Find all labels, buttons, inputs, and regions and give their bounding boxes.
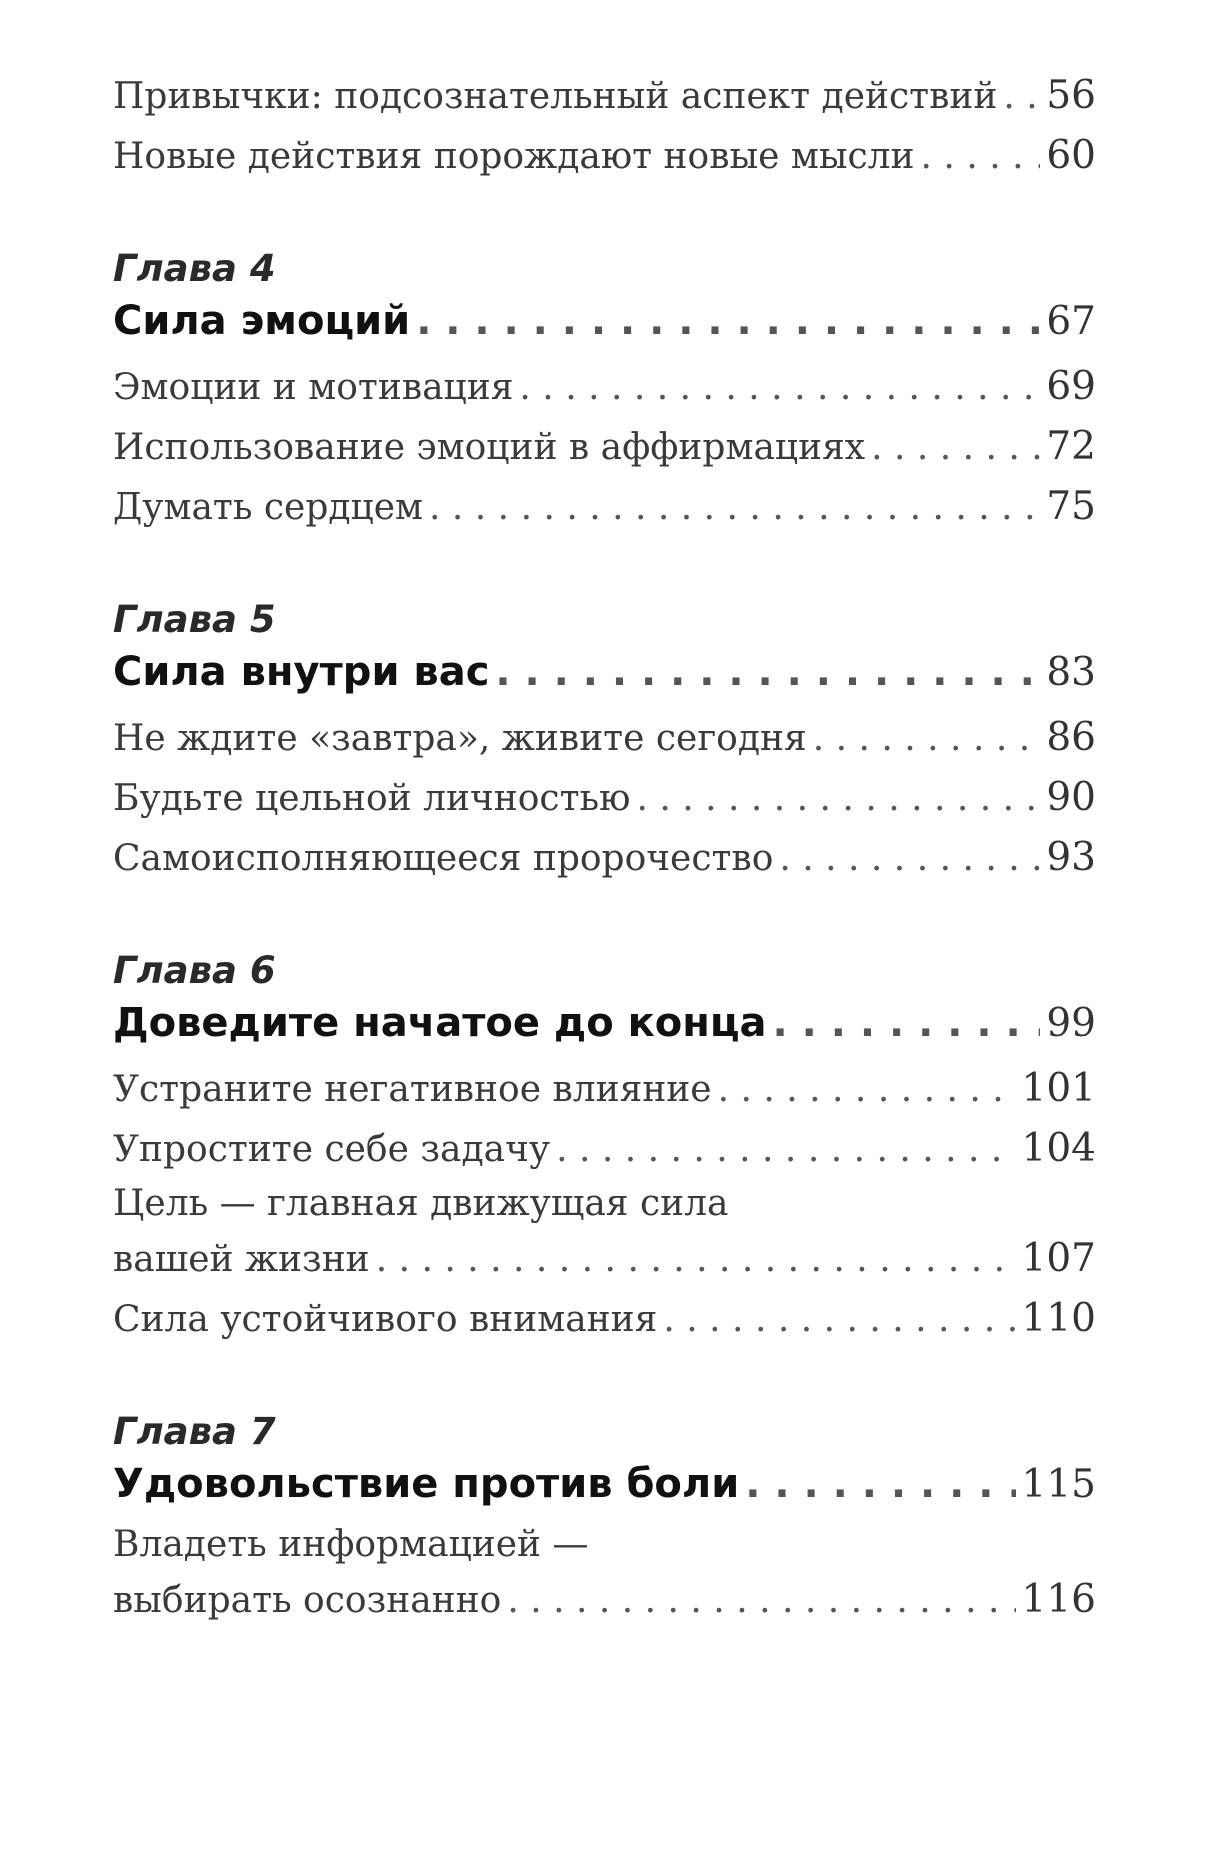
toc-entry-title: Новые действия порождают новые мысли — [113, 136, 915, 177]
toc-entry-page: 101 — [1021, 1066, 1096, 1111]
toc-entry-page: 75 — [1046, 484, 1096, 529]
spacer — [113, 1349, 1096, 1409]
chapter-title: Сила внутри вас — [113, 649, 490, 695]
toc-entry — [113, 477, 1096, 537]
toc-entry-page: 116 — [1021, 1577, 1096, 1622]
toc-entry-title: Сила устойчивого внимания — [113, 1299, 658, 1340]
dot-leader — [636, 769, 1040, 828]
toc-entry-page: 69 — [1046, 364, 1096, 409]
toc-entry-page: 93 — [1046, 835, 1096, 880]
dot-leader — [745, 1455, 1015, 1513]
toc-entry-page: 110 — [1021, 1296, 1096, 1341]
table-of-contents — [113, 66, 1096, 1630]
chapter-label: Глава 5 — [113, 598, 276, 641]
spacer — [113, 888, 1096, 948]
dot-leader — [376, 1230, 1016, 1289]
chapter-label: Глава 6 — [113, 949, 276, 992]
chapter-6 — [113, 948, 1096, 1349]
toc-entry-page: 72 — [1046, 424, 1096, 469]
dot-leader — [519, 358, 1040, 417]
toc-entry-page: 107 — [1021, 1236, 1096, 1281]
chapter-page: 115 — [1021, 1462, 1096, 1507]
chapter-4 — [113, 246, 1096, 537]
toc-entry-title: Не ждите «завтра», живите сегодня — [113, 718, 807, 759]
toc-entry — [113, 1059, 1096, 1119]
dot-leader — [921, 127, 1041, 186]
dot-leader — [871, 418, 1040, 477]
chapter-title-line — [113, 643, 1096, 702]
toc-entry-title: Использование эмоций в аффирмациях — [113, 427, 866, 468]
toc-entry — [113, 828, 1096, 888]
dot-leader — [779, 829, 1040, 888]
toc-entry-page: 56 — [1046, 73, 1096, 118]
toc-entry — [113, 1229, 1096, 1289]
toc-entry-title: Думать сердцем — [113, 487, 424, 528]
dot-leader — [556, 1120, 1015, 1179]
chapter-title: Сила эмоций — [113, 298, 411, 344]
toc-entry — [113, 1570, 1096, 1630]
chapter-page: 99 — [1046, 1001, 1096, 1046]
toc-entry-title: Будьте цельной личностью — [113, 778, 631, 819]
dot-leader — [495, 643, 1040, 701]
toc-entry — [113, 417, 1096, 477]
toc-entry-title: Эмоции и мотивация — [113, 367, 514, 408]
toc-entry-page: 90 — [1046, 775, 1096, 820]
chapter-page: 67 — [1046, 299, 1096, 344]
toc-entry-title-line2: выбирать осознанно — [113, 1580, 502, 1621]
toc-entry-title: Привычки: подсознательный аспект действий — [113, 76, 998, 117]
dot-leader — [429, 478, 1040, 537]
toc-entry — [113, 357, 1096, 417]
chapter-label: Глава 4 — [113, 247, 276, 290]
chapter-title: Доведите начатое до конца — [113, 1000, 767, 1046]
spacer — [113, 186, 1096, 246]
dot-leader — [773, 994, 1041, 1052]
dot-leader — [663, 1290, 1015, 1349]
chapter-label: Глава 7 — [113, 1410, 276, 1453]
toc-entry — [113, 66, 1096, 126]
spacer — [113, 537, 1096, 597]
toc-entry-page: 86 — [1046, 715, 1096, 760]
toc-entry-title: Упростите себе задачу — [113, 1129, 551, 1170]
dot-leader — [416, 292, 1040, 350]
chapter-title-line — [113, 1455, 1096, 1514]
toc-entry-title: Самоисполняющееся пророчество — [113, 838, 774, 879]
toc-entry — [113, 1119, 1096, 1179]
chapter-title-line — [113, 292, 1096, 351]
dot-leader — [718, 1060, 1016, 1119]
dot-leader — [1003, 67, 1040, 126]
toc-entry-title-line1: Владеть информацией — — [113, 1524, 589, 1565]
chapter-title: Удовольствие против боли — [113, 1461, 740, 1507]
dot-leader — [507, 1571, 1015, 1630]
chapter-title-line — [113, 994, 1096, 1053]
toc-entry-title-line2: вашей жизни — [113, 1239, 370, 1280]
toc-entry — [113, 708, 1096, 768]
dot-leader — [813, 709, 1041, 768]
toc-entry — [113, 1289, 1096, 1349]
chapter-5 — [113, 597, 1096, 888]
toc-entry-title: Устраните негативное влияние — [113, 1069, 712, 1110]
toc-entry-title-line1: Цель — главная движущая сила — [113, 1183, 729, 1224]
toc-entry — [113, 126, 1096, 186]
toc-entry-page: 104 — [1021, 1126, 1096, 1171]
chapter-page: 83 — [1046, 650, 1096, 695]
chapter-7 — [113, 1409, 1096, 1630]
toc-entry — [113, 768, 1096, 828]
toc-entry-page: 60 — [1046, 133, 1096, 178]
